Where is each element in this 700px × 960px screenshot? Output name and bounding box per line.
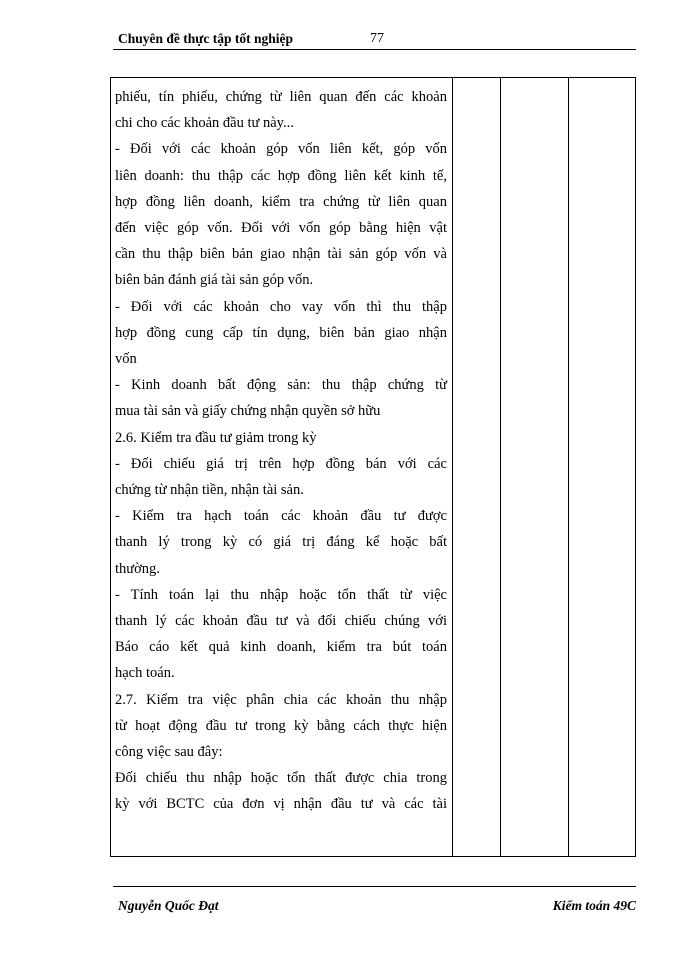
footer-author: Nguyễn Quốc Đạt <box>118 898 219 913</box>
text-line: thanh lý các khoản đầu tư và đối chiếu chúng với <box>115 613 447 630</box>
text-line: kỳ với BCTC của đơn vị nhận đầu tư và các tài <box>115 796 447 813</box>
text-line: biên bản đánh giá tài sản góp vốn. <box>115 272 314 289</box>
text-line: phiếu, tín phiếu, chứng từ liên quan đến các khoản <box>115 89 447 105</box>
text-line: đến việc góp vốn. Đối với vốn góp bằng hiện vật <box>115 220 447 237</box>
text-line: chứng từ nhận tiền, nhận tài sản. <box>115 482 304 499</box>
header-title: Chuyên đề thực tập tốt nghiệp <box>118 31 293 46</box>
text-line: - Đối chiếu giá trị trên hợp đồng bán với các <box>115 455 447 472</box>
procedure-text-cell <box>115 84 447 818</box>
text-line: thanh lý trong kỳ có giá trị đáng kể hoặc bất <box>115 534 447 551</box>
content-table <box>110 77 636 857</box>
column-divider <box>452 78 453 856</box>
text-line: vốn <box>115 351 137 368</box>
text-line: 2.6. Kiểm tra đầu tư giảm trong kỳ <box>115 429 317 446</box>
text-line: - Kinh doanh bất động sản: thu thập chứng từ <box>115 377 447 394</box>
text-line: chi cho các khoản đầu tư này... <box>115 115 294 132</box>
text-line: - Tính toán lại thu nhập hoặc tổn thất từ việc <box>115 586 447 603</box>
footer-class: Kiểm toán 49C <box>552 898 636 913</box>
text-line: hợp đồng liên doanh, kiểm tra chứng từ liên quan <box>115 193 447 210</box>
text-line: hạch toán. <box>115 665 175 682</box>
text-line: công việc sau đây: <box>115 744 223 761</box>
header-rule <box>113 49 636 50</box>
text-line: mua tài sản và giấy chứng nhận quyền sở hữu <box>115 403 381 420</box>
text-line: Báo cáo kết quả kinh doanh, kiểm tra bút toán <box>115 639 447 656</box>
text-line: - Đối với các khoản cho vay vốn thì thu thập <box>115 298 447 315</box>
text-line: hợp đồng cung cấp tín dụng, biên bản giao nhận <box>115 324 447 341</box>
text-line: liên doanh: thu thập các hợp đồng liên kết kinh tế, <box>115 167 447 184</box>
page-number: 77 <box>370 31 384 46</box>
text-line: Đối chiếu thu nhập hoặc tổn thất được chia trong <box>115 770 447 787</box>
text-line: từ hoạt động đầu tư trong kỳ bằng cách thực hiện <box>115 717 447 734</box>
text-line: - Kiểm tra hạch toán các khoản đầu tư được <box>115 508 447 525</box>
text-line: cần thu thập biên bản giao nhận tài sản góp vốn và <box>115 246 447 263</box>
text-line: - Đối với các khoản góp vốn liên kết, góp vốn <box>115 141 447 158</box>
text-line: 2.7. Kiểm tra việc phân chia các khoản thu nhập <box>115 691 447 708</box>
column-divider <box>568 78 569 856</box>
column-divider <box>500 78 501 856</box>
text-line: thường. <box>115 560 160 577</box>
footer-rule <box>113 886 636 887</box>
